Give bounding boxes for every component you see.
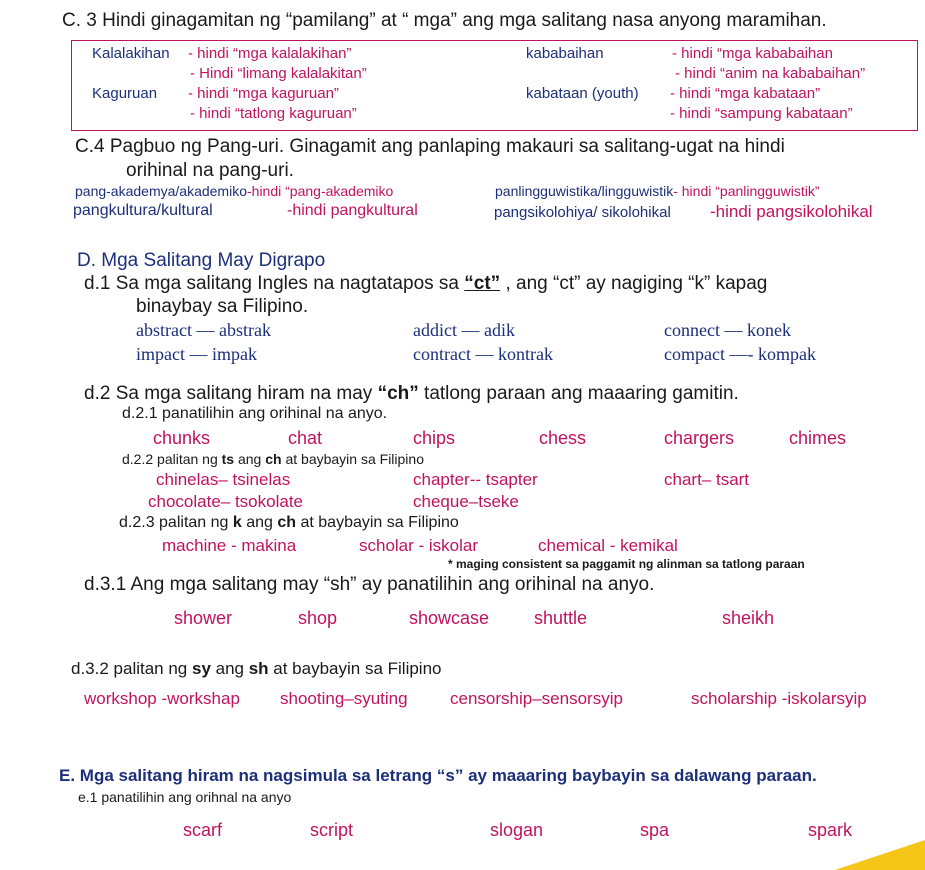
e1-word: spa <box>640 820 670 840</box>
d21-word: chargers <box>664 428 735 448</box>
d31-word: shop <box>298 608 338 628</box>
c4-heading: C.4 Pagbuo ng Pang-uri. Ginagamit ang panlaping makauri sa salitang-ugat na hindi <box>75 136 785 157</box>
c3-word-kaguruan: Kaguruan <box>92 85 158 102</box>
d31-word: sheikh <box>722 608 775 628</box>
c4-heading-line2: orihinal na pang-uri. <box>126 160 294 181</box>
c4-item-word: pangkultura/kultural <box>73 202 213 219</box>
d22-word: cheque–tseke <box>413 492 519 511</box>
d1-pair: compact —- kompak <box>664 344 816 364</box>
d32-word: workshop -workshap <box>84 689 240 708</box>
d1-pair: connect — konek <box>664 320 791 340</box>
e1-heading: e.1 panatilihin ang orihnal na anyo <box>78 789 292 805</box>
c4-item-word: pangsikolohiya/ sikolohikal <box>494 204 671 221</box>
page-corner-decoration <box>835 840 925 870</box>
c4-item: pang-akademya/akademiko-hindi “pang-akademiko <box>75 183 394 199</box>
c3-rule: - Hindi “limang kalalakitan” <box>190 65 367 82</box>
d22-word: chapter-- tsapter <box>413 470 538 489</box>
d32-word: censorship–sensorsyip <box>450 689 623 708</box>
c3-word-kalalakihan: Kalalakihan <box>92 45 170 62</box>
d21-word: chess <box>539 428 587 448</box>
d1-heading: d.1 Sa mga salitang Ingles na nagtatapos sa “ct” , ang “ct” ay nagiging “k” kapag <box>84 273 768 294</box>
d23-heading: d.2.3 palitan ng k ang ch at baybayin sa Filipino <box>119 514 459 531</box>
e1-word: slogan <box>490 820 544 840</box>
c4-item-rule: -hindi pangkultural <box>287 202 418 219</box>
d21-word: chat <box>288 428 323 448</box>
c3-rule: - hindi “mga kaguruan” <box>188 85 339 102</box>
d23-word: chemical - kemikal <box>538 536 678 555</box>
c3-heading: C. 3 Hindi ginagamitan ng “pamilang” at “ mga” ang mga salitang nasa anyong maramihan. <box>62 10 827 31</box>
d21-heading: d.2.1 panatilihin ang orihinal na anyo. <box>122 405 388 422</box>
d21-word: chips <box>413 428 456 448</box>
c3-word-kababaihan: kababaihan <box>526 45 604 62</box>
c3-rule: - hindi “mga kalalakihan” <box>188 45 352 62</box>
d22-word: chocolate– tsokolate <box>148 492 303 511</box>
c3-word-kabataan: kabataan (youth) <box>526 85 639 102</box>
d31-word: shower <box>174 608 233 628</box>
d23-note: * maging consistent sa paggamit ng alinman sa tatlong paraan <box>448 557 805 571</box>
d21-word: chunks <box>153 428 211 448</box>
d32-word: shooting–syuting <box>280 689 408 708</box>
d1-pair: addict — adik <box>413 320 515 340</box>
c3-rule: - hindi “anim na kababaihan” <box>675 65 866 82</box>
d21-word: chimes <box>789 428 847 448</box>
d31-heading: d.3.1 Ang mga salitang may “sh” ay panatilihin ang orihinal na anyo. <box>84 574 655 595</box>
e1-word: script <box>310 820 354 840</box>
d-heading: D. Mga Salitang May Digrapo <box>77 250 326 271</box>
d32-heading: d.3.2 palitan ng sy ang sh at baybayin sa Filipino <box>71 659 442 678</box>
c4-item: panlingguwistika/lingguwistik- hindi “panlingguwistik” <box>495 183 820 199</box>
d1-pair: contract — kontrak <box>413 344 553 364</box>
d1-pair: impact — impak <box>136 344 257 364</box>
c3-rule: - hindi “mga kababaihan <box>672 45 833 62</box>
c3-rule: - hindi “sampung kabataan” <box>670 105 853 122</box>
d23-word: scholar - iskolar <box>359 536 479 555</box>
d32-word: scholarship -iskolarsyip <box>691 689 867 708</box>
d31-word: shuttle <box>534 608 588 628</box>
d22-word: chinelas– tsinelas <box>156 470 291 489</box>
e-heading: E. Mga salitang hiram na nagsimula sa letrang “s” ay maaaring baybayin sa dalawang paraan. <box>59 766 817 785</box>
d23-word: machine - makina <box>162 536 297 555</box>
d2-heading: d.2 Sa mga salitang hiram na may “ch” tatlong paraan ang maaaring gamitin. <box>84 383 739 404</box>
c4-item-rule: -hindi pangsikolohikal <box>710 202 873 221</box>
d31-word: showcase <box>409 608 490 628</box>
d22-heading: d.2.2 palitan ng ts ang ch at baybayin sa Filipino <box>122 451 424 467</box>
d22-word: chart– tsart <box>664 470 750 489</box>
e1-word: scarf <box>183 820 223 840</box>
e1-word: spark <box>808 820 853 840</box>
c3-rule: - hindi “mga kabataan” <box>670 85 821 102</box>
d1-pair: abstract — abstrak <box>136 320 271 340</box>
d1-heading-line2: binaybay sa Filipino. <box>136 296 309 317</box>
c3-rule: - hindi “tatlong kaguruan” <box>190 105 357 122</box>
